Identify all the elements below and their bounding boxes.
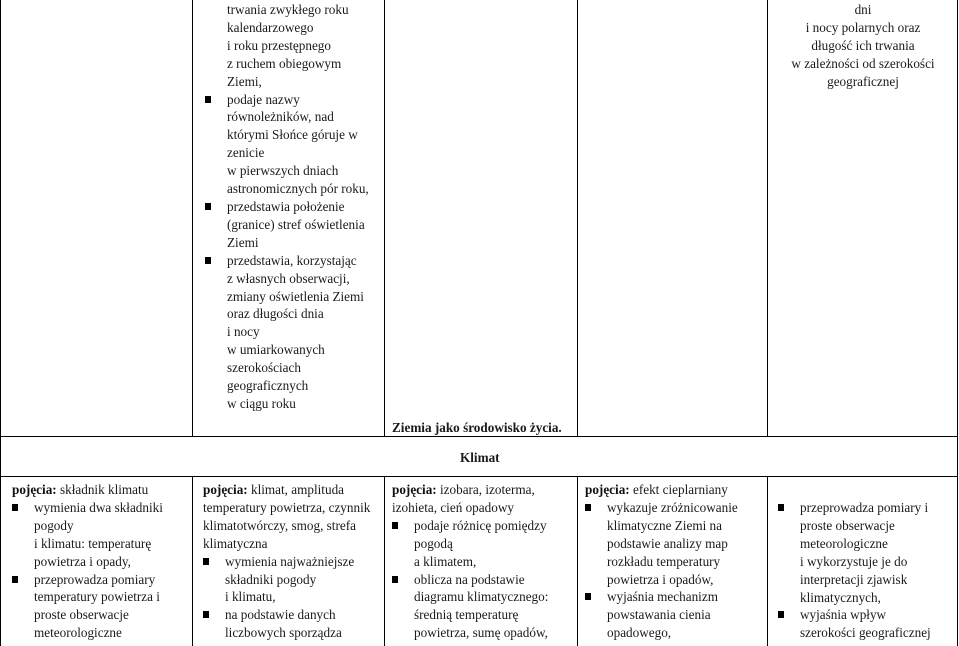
list-item	[205, 91, 385, 198]
bottom-col4-list	[585, 499, 766, 642]
table-row-separator-2	[0, 476, 958, 477]
text-line: zenicie	[227, 145, 265, 161]
text-line: klimatyczna	[203, 535, 268, 551]
text-line: powietrza i opadów,	[607, 571, 714, 587]
bullet-icon	[12, 504, 18, 511]
text-line: opadowego,	[607, 625, 672, 641]
top-col5-cell	[770, 1, 956, 91]
bottom-col2-cell	[203, 481, 384, 642]
text-line: pogodą	[414, 535, 453, 551]
bullet-icon	[205, 203, 211, 210]
text-line: i klimatu: temperaturę	[34, 535, 152, 551]
text-line: z własnych obserwacji,	[227, 270, 350, 286]
list-item	[778, 499, 958, 606]
table-divider-2b	[384, 476, 385, 646]
text-line: wymienia najważniejsze	[225, 553, 355, 569]
text-line: a klimatem,	[414, 553, 477, 569]
text-line: pogody	[34, 517, 74, 533]
text-line: zmiany oświetlenia Ziemi	[227, 288, 364, 304]
text-line: w umiarkowanych	[227, 342, 325, 358]
text-line: dni	[854, 2, 872, 17]
text-line: równoleżników, nad	[227, 109, 334, 125]
bullet-icon	[205, 257, 211, 264]
list-item	[12, 499, 192, 535]
concepts-label: pojęcia:	[585, 482, 630, 497]
text-line: oblicza na podstawie	[414, 571, 525, 587]
text-line: liczbowych sporządza	[225, 625, 342, 641]
text-line: meteorologiczne	[800, 535, 888, 551]
text-line: Ziemi	[227, 234, 259, 250]
bullet-icon	[392, 576, 398, 583]
table-row-separator-1	[0, 436, 958, 437]
table-divider-3	[577, 0, 578, 436]
text-line: oraz długości dnia	[227, 306, 324, 322]
table-divider-1	[192, 0, 193, 436]
text-line: powietrza, sumę opadów,	[414, 625, 548, 641]
bottom-col1-list-2	[12, 571, 192, 643]
top-col2-cell	[205, 1, 385, 413]
text-line: którymi Słońce góruje w	[227, 127, 358, 143]
table-divider-4	[767, 0, 768, 436]
section-title-ziemia: Ziemia jako środowisko życia.	[392, 420, 562, 435]
bullet-icon	[585, 593, 591, 600]
text-line: średnią temperaturę	[414, 607, 519, 623]
list-item	[585, 499, 766, 589]
bullet-icon	[203, 611, 209, 618]
text-line: proste obserwacje	[34, 607, 129, 623]
list-item	[12, 571, 192, 643]
table-divider-4b	[767, 476, 768, 646]
text-line: i wykorzystuje je do	[800, 553, 908, 569]
text-line: wyjaśnia wpływ	[800, 607, 887, 623]
text-line: temperatury powietrza i	[34, 589, 160, 605]
bottom-col2-list	[203, 553, 384, 643]
text-line: wymienia dwa składniki	[34, 499, 163, 515]
concepts-line	[392, 481, 576, 499]
bullet-icon	[203, 558, 209, 565]
concepts-label: pojęcia:	[203, 482, 248, 497]
text-line: w pierwszych dniach	[227, 163, 339, 179]
bottom-col1-between	[12, 535, 192, 571]
bottom-col4-cell	[585, 481, 766, 642]
text-line: astronomicznych pór roku,	[227, 181, 369, 197]
list-item	[203, 553, 384, 607]
concepts-text: efekt cieplarniany	[629, 482, 728, 497]
list-item	[392, 517, 576, 571]
text-line: powstawania cienia	[607, 607, 711, 623]
text-line: w zależności od szerokości	[791, 55, 935, 71]
text-line: przeprowadza pomiary i	[800, 500, 929, 515]
text-line: klimatyczne Ziemi na	[607, 517, 722, 533]
bullet-icon	[778, 504, 784, 511]
text-line: izohieta, cień opadowy	[392, 499, 514, 515]
text-line: meteorologiczne	[34, 625, 122, 641]
concepts-line	[585, 481, 766, 499]
bottom-col5-list	[778, 499, 958, 642]
text-line: i nocy	[227, 324, 260, 340]
text-line: przedstawia położenie	[227, 198, 345, 214]
bullet-icon	[778, 611, 784, 618]
table-divider-3b	[577, 476, 578, 646]
text-line: długość ich trwania	[811, 37, 915, 53]
text-line: klimatotwórczy, smog, strefa	[203, 517, 356, 533]
text-line: w ciągu roku	[227, 395, 296, 411]
text-line: i nocy polarnych oraz	[805, 19, 921, 35]
text-line: temperatury powietrza, czynnik	[203, 499, 371, 515]
bottom-col3-cell	[392, 481, 576, 642]
top-col2-intro	[205, 1, 385, 91]
list-item	[203, 606, 384, 642]
text-line: na podstawie danych	[225, 607, 336, 623]
list-item	[205, 252, 385, 413]
bullet-icon	[12, 576, 18, 583]
table-divider-1b	[192, 476, 193, 646]
top-col2-list	[205, 91, 385, 413]
text-line: (granice) stref oświetlenia	[227, 216, 365, 232]
text-line: geograficznych	[227, 378, 309, 394]
list-item	[585, 588, 766, 642]
text-line: geograficznej	[827, 73, 899, 89]
bottom-col1-cell	[12, 481, 192, 642]
text-line: powietrza i opady,	[34, 553, 131, 569]
concepts-label: pojęcia:	[12, 482, 57, 497]
text-line: podaje różnicę pomiędzy	[414, 517, 547, 533]
text-line: diagramu klimatycznego:	[414, 589, 549, 605]
text-line: interpretacji zjawisk	[800, 571, 908, 587]
concepts-line	[203, 481, 384, 499]
text-line: wykazuje zróżnicowanie	[607, 499, 738, 515]
text-line: podstawie analizy map	[607, 535, 728, 551]
text-line: Ziemi,	[227, 73, 262, 89]
concepts-text: klimat, amplituda	[247, 482, 345, 497]
bullet-icon	[205, 96, 211, 103]
text-line: kalendarzowego	[227, 19, 314, 35]
text-line: przedstawia, korzystając	[227, 252, 357, 268]
bottom-col5-cell	[778, 499, 958, 642]
concepts-text: składnik klimatu	[56, 482, 149, 497]
text-line: klimatycznych,	[800, 589, 881, 605]
bullet-icon	[585, 504, 591, 511]
text-line: proste obserwacje	[800, 517, 895, 533]
list-item	[778, 606, 958, 642]
list-item	[205, 198, 385, 252]
concepts-text: izobara, izoterma,	[436, 482, 535, 497]
concepts-line	[12, 481, 192, 499]
bullet-icon	[392, 522, 398, 529]
text-line: i klimatu,	[225, 589, 276, 605]
text-line: wyjaśnia mechanizm	[607, 589, 718, 605]
bottom-col3-list	[392, 517, 576, 642]
concepts-label: pojęcia:	[392, 482, 437, 497]
bottom-col1-list	[12, 499, 192, 535]
text-line: składniki pogody	[225, 571, 317, 587]
text-line: z ruchem obiegowym	[227, 55, 342, 71]
table-border-left	[0, 0, 1, 646]
text-line: szerokościach	[227, 360, 301, 376]
section-title-klimat: Klimat	[460, 450, 500, 465]
text-line: przeprowadza pomiary	[34, 571, 156, 587]
text-line: trwania zwykłego roku	[227, 2, 349, 17]
list-item	[392, 571, 576, 643]
text-line: podaje nazwy	[227, 91, 300, 107]
text-line: i roku przestępnego	[227, 37, 331, 53]
text-line: szerokości geograficznej	[800, 625, 931, 641]
text-line: rozkładu temperatury	[607, 553, 721, 569]
